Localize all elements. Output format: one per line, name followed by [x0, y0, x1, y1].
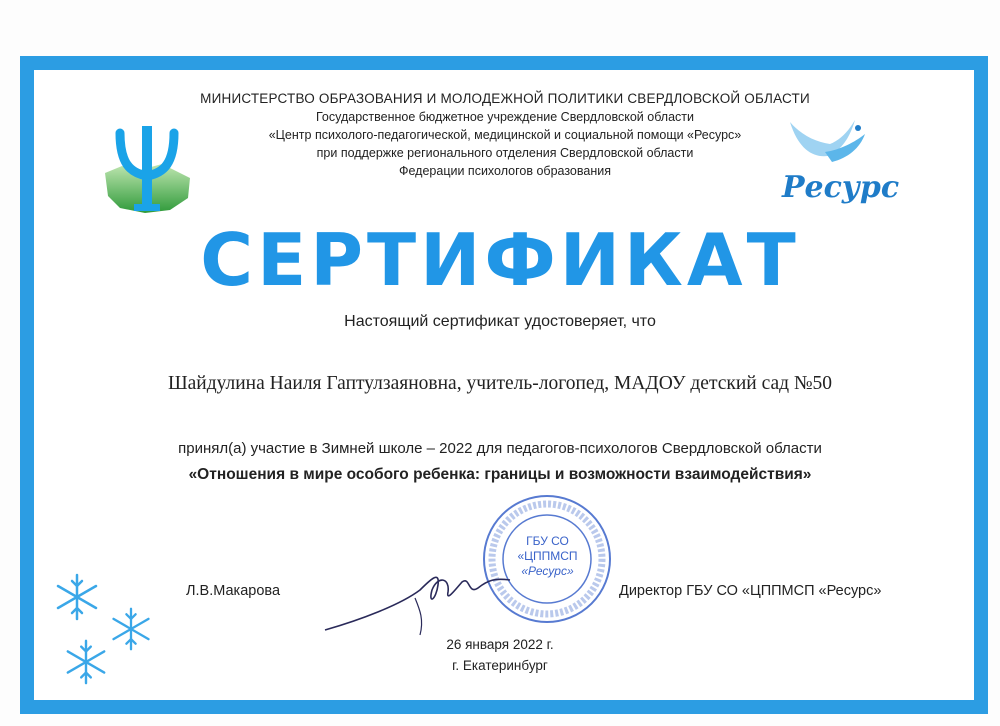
header-line-4: при поддержке регионального отделения Свердловской области	[316, 146, 694, 160]
resurs-logo	[770, 112, 910, 212]
recipient-name: Шайдулина Наиля Гаптулзаяновна, учитель-логопед, МАДОУ детский сад №50	[167, 373, 833, 394]
ministry-line: МИНИСТЕРСТВО ОБРАЗОВАНИЯ И МОЛОДЕЖНОЙ ПОЛИТИКИ СВЕРДЛОВСКОЙ ОБЛАСТИ	[200, 91, 810, 106]
issue-date: 26 января 2022 г.	[446, 637, 554, 652]
handwritten-signature	[320, 550, 580, 645]
dove-hand-icon	[770, 112, 910, 172]
issue-city: г. Екатеринбург	[452, 658, 548, 673]
header-line-2: Государственное бюджетное учреждение Свердловской области	[315, 110, 695, 124]
issuer-header	[195, 90, 815, 180]
signer-title: Директор ГБУ СО «ЦППМСП «Ресурс»	[619, 583, 882, 599]
event-theme: «Отношения в мире особого ребенка: границы и возможности взаимодействия»	[188, 466, 812, 483]
snowflake-icon	[108, 606, 154, 652]
stamp-line-1: ГБУ СО	[526, 534, 569, 548]
signer-name: Л.В.Макарова	[186, 583, 281, 599]
resurs-brand-text: Ресурс	[782, 170, 900, 205]
psi-logo-icon	[100, 118, 195, 218]
certificate-intro: Настоящий сертификат удостоверяет, что	[344, 313, 656, 330]
header-line-3: «Центр психолого-педагогической, медицинской и социальной помощи «Ресурс»	[268, 128, 742, 142]
header-line-5: Федерации психологов образования	[399, 164, 611, 178]
stamp-line-3: «Ресурс»	[521, 564, 574, 578]
certificate-title: СЕРТИФИКАТ	[200, 218, 800, 302]
snowflake-icon	[62, 638, 110, 686]
participation-text: принял(а) участие в Зимней школе – 2022 для педагогов-психологов Свердловской области	[178, 440, 822, 457]
stamp-line-2: «ЦППМСП	[517, 549, 578, 563]
snowflake-icon	[52, 572, 102, 622]
